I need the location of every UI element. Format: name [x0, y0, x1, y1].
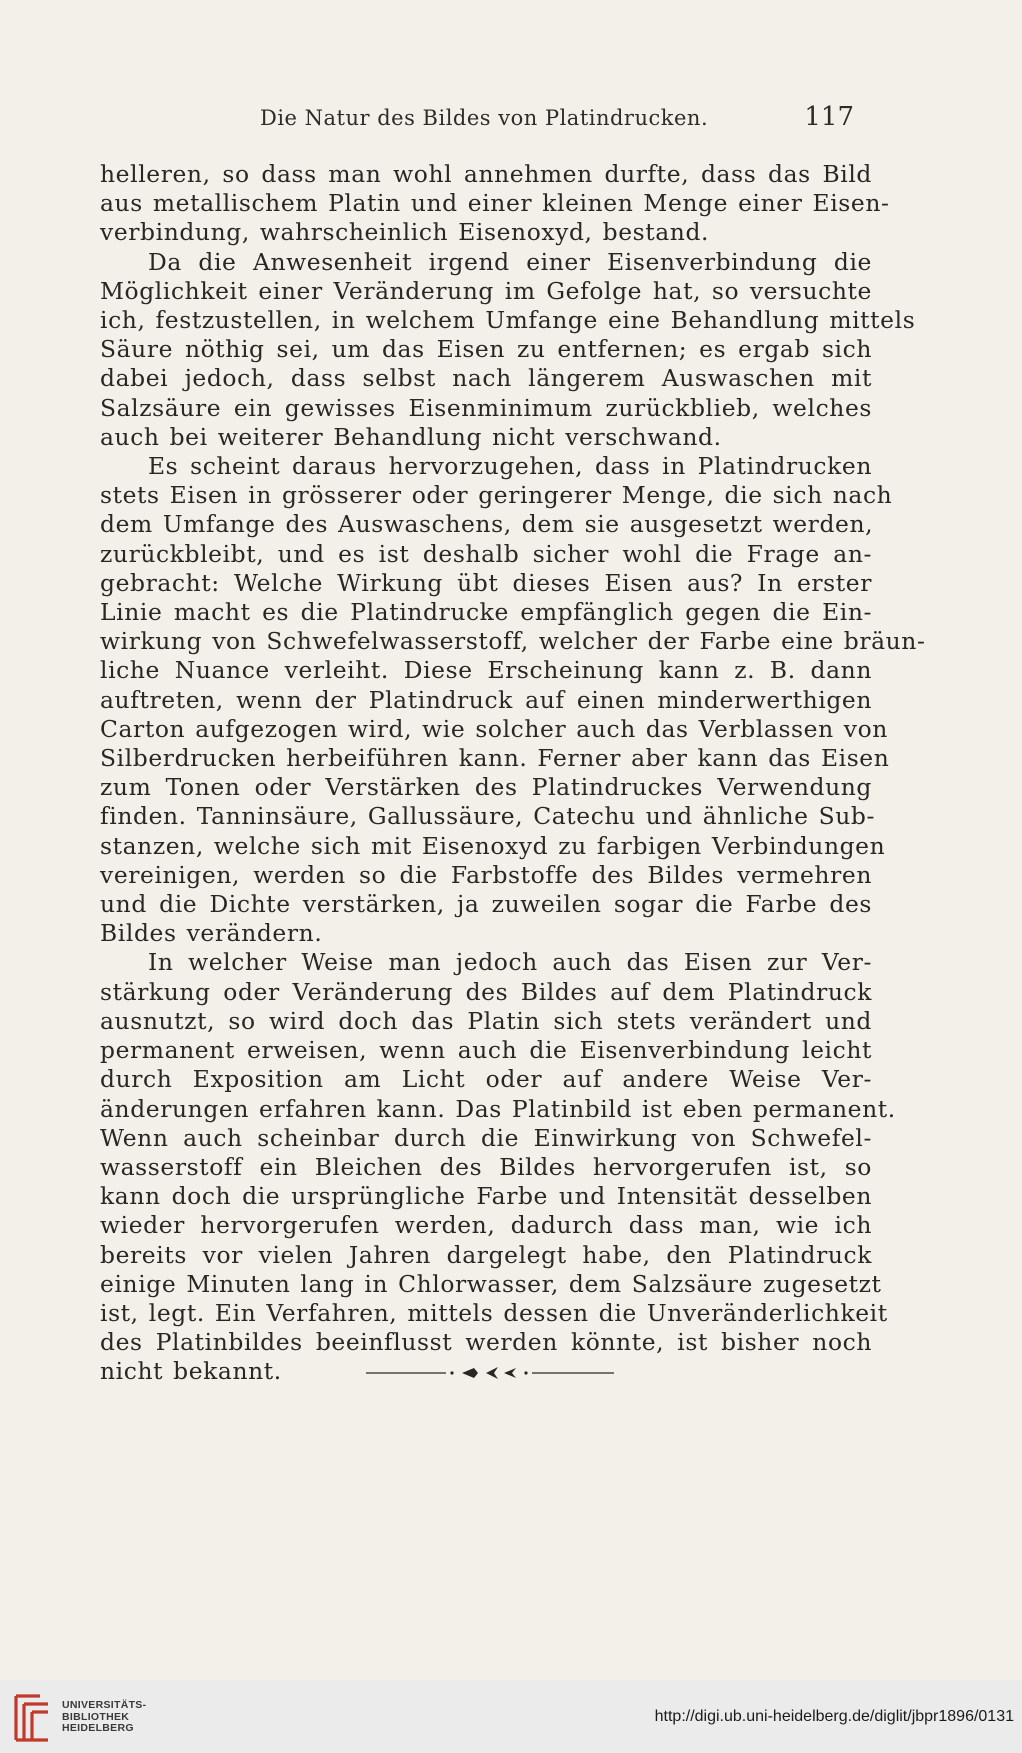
text-line: auftreten, wenn der Platindruck auf einen minderwerthigen	[100, 685, 872, 714]
text-line: änderungen erfahren kann. Das Platinbild ist eben permanent.	[100, 1094, 896, 1123]
paragraph-4	[100, 948, 896, 1386]
text-line: permanent erweisen, wenn auch die Eisenverbindung leicht	[100, 1036, 872, 1065]
ornament-divider	[366, 1364, 614, 1382]
text-line: verbindung, wahrscheinlich Eisenoxyd, bestand.	[100, 218, 710, 247]
text-line: ist, legt. Ein Verfahren, mittels dessen die Unveränderlichkeit	[100, 1298, 888, 1327]
permalink-url[interactable]: http://digi.ub.uni-heidelberg.de/diglit/jbpr1896/0131	[654, 1708, 1014, 1725]
text-line: Wenn auch scheinbar durch die Einwirkung von Schwefel-	[100, 1123, 872, 1152]
text-line: stanzen, welche sich mit Eisenoxyd zu farbigen Verbindungen	[100, 831, 886, 860]
text-line: Carton aufgezogen wird, wie solcher auch das Verblassen von	[100, 714, 888, 743]
text-line: stärkung oder Veränderung des Bildes auf dem Platindruck	[100, 977, 872, 1006]
text-line: Es scheint daraus hervorzugehen, dass in Platindrucken	[148, 452, 872, 481]
text-line: des Platinbildes beeinflusst werden könnte, ist bisher noch	[100, 1328, 872, 1357]
text-line: Silberdrucken herbeiführen kann. Ferner aber kann das Eisen	[100, 744, 890, 773]
library-logo-icon	[10, 1692, 54, 1744]
paragraph-2	[100, 247, 916, 452]
body-text	[100, 160, 926, 1387]
text-line: einige Minuten lang in Chlorwasser, dem Salzsäure zugesetzt	[100, 1269, 882, 1298]
page-number: 117	[804, 102, 854, 132]
text-line: Linie macht es die Platindrucke empfänglich gegen die Ein-	[100, 598, 872, 627]
text-line: helleren, so dass man wohl annehmen durfte, dass das Bild	[100, 160, 872, 188]
text-line: gebracht: Welche Wirkung übt dieses Eisen aus? In erster	[100, 568, 872, 597]
text-line: Bildes verändern.	[100, 919, 323, 948]
text-line: aus metallischem Platin und einer kleinen Menge einer Eisen-	[100, 189, 890, 218]
text-line: Da die Anwesenheit irgend einer Eisenverbindung die	[148, 247, 872, 276]
text-line: wieder hervorgerufen werden, dadurch dass man, wie ich	[100, 1211, 872, 1240]
text-line: liche Nuance verleiht. Diese Erscheinung kann z. B. dann	[100, 656, 872, 685]
text-line: Möglichkeit einer Veränderung im Gefolge hat, so versuchte	[100, 276, 872, 305]
text-line: ich, festzustellen, in welchem Umfange eine Behandlung mittels	[100, 306, 916, 335]
text-line: stets Eisen in grösserer oder geringerer Menge, die sich nach	[100, 481, 893, 510]
library-name-line: HEIDELBERG	[62, 1722, 134, 1734]
text-line: durch Exposition am Licht oder auf andere Weise Ver-	[100, 1065, 872, 1094]
text-line: zum Tonen oder Verstärken des Platindruckes Verwendung	[100, 773, 872, 802]
text-line: wirkung von Schwefelwasserstoff, welcher der Farbe eine bräun-	[100, 627, 926, 656]
text-line: Säure nöthig sei, um das Eisen zu entfernen; es ergab sich	[100, 335, 872, 364]
text-line: nicht bekannt.	[100, 1357, 282, 1386]
text-line: auch bei weiterer Behandlung nicht verschwand.	[100, 422, 722, 451]
paragraph-3	[100, 452, 926, 948]
text-line: dem Umfange des Auswaschens, dem sie ausgesetzt werden,	[100, 510, 874, 539]
footer-bar	[0, 1680, 1022, 1753]
library-name	[62, 1700, 146, 1735]
running-head	[100, 102, 860, 136]
paragraph-1	[100, 160, 890, 248]
text-line: Salzsäure ein gewisses Eisenminimum zurückblieb, welches	[100, 393, 872, 422]
running-title: Die Natur des Bildes von Platindrucken.	[260, 106, 709, 130]
text-line: In welcher Weise man jedoch auch das Eisen zur Ver-	[148, 948, 872, 977]
text-line: und die Dichte verstärken, ja zuweilen sogar die Farbe des	[100, 890, 872, 919]
text-line: vereinigen, werden so die Farbstoffe des Bildes vermehren	[100, 860, 872, 889]
text-line: dabei jedoch, dass selbst nach längerem Auswaschen mit	[100, 364, 872, 393]
text-line: zurückbleibt, und es ist deshalb sicher wohl die Frage an-	[100, 539, 872, 568]
library-name-line: UNIVERSITÄTS-	[62, 1699, 147, 1711]
text-line: bereits vor vielen Jahren dargelegt habe, den Platindruck	[100, 1240, 872, 1269]
text-line: finden. Tanninsäure, Gallussäure, Catechu und ähnliche Sub-	[100, 802, 875, 831]
text-line: ausnutzt, so wird doch das Platin sich stets verändert und	[100, 1006, 872, 1035]
text-line: wasserstoff ein Bleichen des Bildes hervorgerufen ist, so	[100, 1152, 872, 1181]
library-name-line: BIBLIOTHEK	[62, 1710, 130, 1723]
text-line: kann doch die ursprüngliche Farbe und Intensität desselben	[100, 1182, 872, 1211]
